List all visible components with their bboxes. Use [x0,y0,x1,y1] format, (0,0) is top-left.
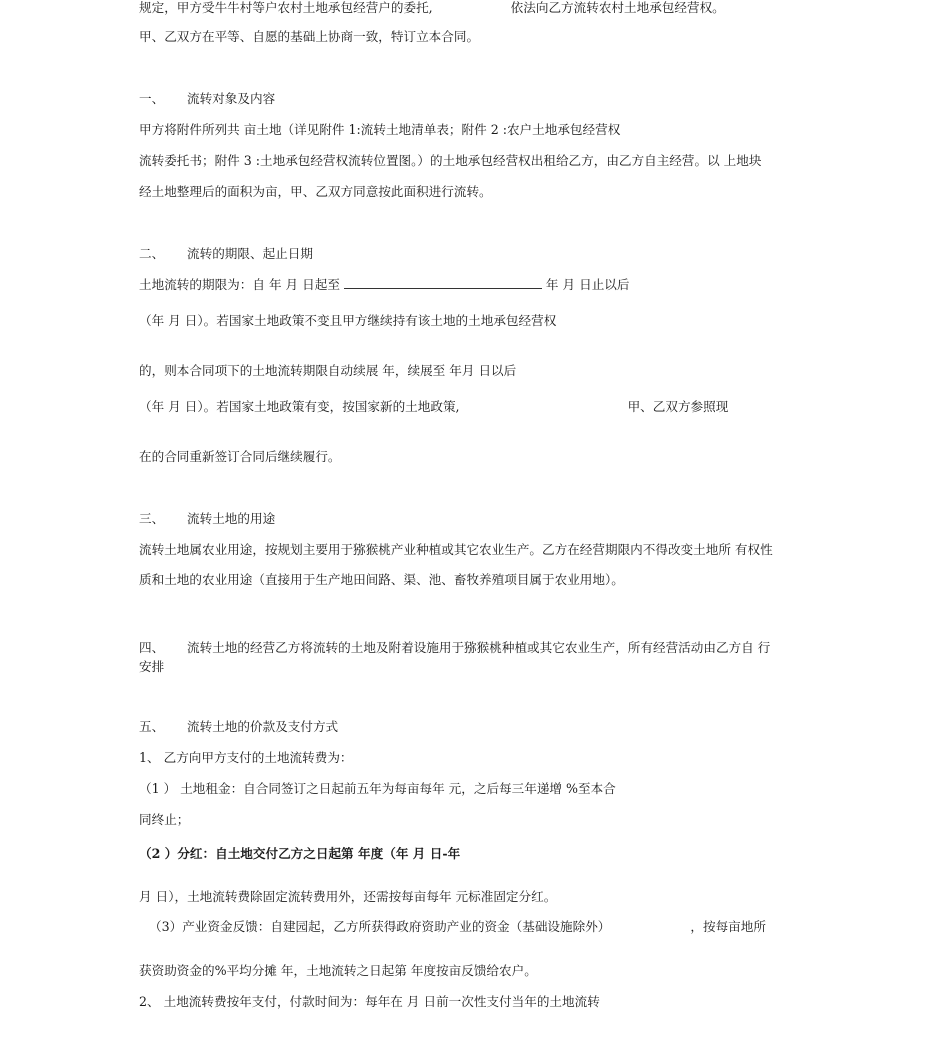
section-2-line-1 [139,277,630,293]
item-1-rent-cont: 同终止； [139,812,190,827]
section-3-heading [139,511,275,527]
section-2-line-3: 的，则本合同项下的土地流转期限自动续展 年，续展至 年月 日以后 [139,363,517,378]
section-4-title: 流转土地的经营乙方将流转的土地及附着设施用于猕猴桃种植或其它农业生产，所有经营活动由乙方自 行 [187,640,771,655]
section-5-number: 五、 [139,719,165,734]
item-1-rent: （1 ） 土地租金：自合同签订之日起前五年为每亩每年 元，之后每三年递增 %至本合 [139,781,616,796]
intro-line-1-part-a: 规定，甲方受牛牛村等户农村土地承包经营户的委托, [139,0,433,15]
section-5-title: 流转土地的价款及支付方式 [187,719,339,734]
section-2-line-4 [139,399,728,415]
section-1-paragraph-line-3: 经土地整理后的面积为亩，甲、乙双方同意按此面积进行流转。 [139,184,492,199]
item-1: 1、 乙方向甲方支付的土地流转费为： [139,750,353,765]
section-5-heading [139,719,338,735]
section-1-title: 流转对象及内容 [187,91,276,106]
section-3-number: 三、 [139,511,165,526]
intro-line-1-part-b: 依法向乙方流转农村土地承包经营权。 [510,0,725,15]
section-4-paragraph-line-2: 安排 [139,659,165,674]
item-2: 2、 土地流转费按年支付，付款时间为：每年在 月 日前一次性支付当年的土地流转 [139,994,600,1009]
section-4-heading [139,640,770,656]
intro-line-1 [139,0,725,16]
term-end-text: 年 月 日止以后 [545,277,630,292]
section-3-title: 流转土地的用途 [187,511,276,526]
section-1-paragraph-line-2: 流转委托书；附件 3 :土地承包经营权流转位置图。）的土地承包经营权出租给乙方，由乙方自主经营。以 上地块 [139,153,762,168]
section-3-paragraph-line-2: 质和土地的农业用途（直接用于生产地田间路、渠、池、畜牧养殖项目属于农业用地）。 [139,572,624,587]
section-2-line-2: （年 月 日）。若国家土地政策不变且甲方继续持有该土地的土地承包经营权 [139,313,557,328]
item-1-industry-fund-part-a: （3）产业资金反馈：自建园起，乙方所获得政府资助产业的资金（基础设施除外） [149,919,611,934]
section-2-number: 二、 [139,246,165,261]
section-2-line-4-part-b: 甲、乙双方参照现 [627,399,729,414]
term-end-blank-line [344,277,542,289]
term-start-text: 土地流转的期限为：自 年 月 日起至 [139,277,340,292]
intro-line-2: 甲、乙双方在平等、自愿的基础上协商一致，特订立本合同。 [139,29,480,44]
section-4-number: 四、 [139,640,165,655]
section-2-heading [139,246,313,262]
item-1-industry-fund [149,919,766,935]
item-1-industry-fund-part-b: ，按每亩地所 [690,919,766,934]
section-2-line-4-part-a: （年 月 日）。若国家土地政策有变，按国家新的土地政策, [139,399,460,414]
item-1-industry-fund-cont: 获资助资金的%平均分摊 年，土地流转之日起第 年度按亩反馈给农户。 [139,963,537,978]
section-1-number: 一、 [139,91,165,106]
item-1-dividend-cont: 月 日），土地流转费除固定流转费用外，还需按每亩每年 元标准固定分红。 [139,889,557,904]
item-1-dividend: （2 ）分红：自土地交付乙方之日起第 年度（年 月 日-年 [139,846,461,861]
section-1-heading [139,91,275,107]
section-1-paragraph-line-1: 甲方将附件所列共 亩土地（详见附件 1:流转土地清单表；附件 2 :农户土地承包经营权 [139,122,621,137]
section-2-line-5: 在的合同重新签订合同后继续履行。 [139,449,341,464]
section-2-title: 流转的期限、起止日期 [187,246,313,261]
section-3-paragraph-line-1: 流转土地属农业用途，按规划主要用于猕猴桃产业种植或其它农业生产。乙方在经营期限内不得改变土地所 有权性 [139,542,773,557]
